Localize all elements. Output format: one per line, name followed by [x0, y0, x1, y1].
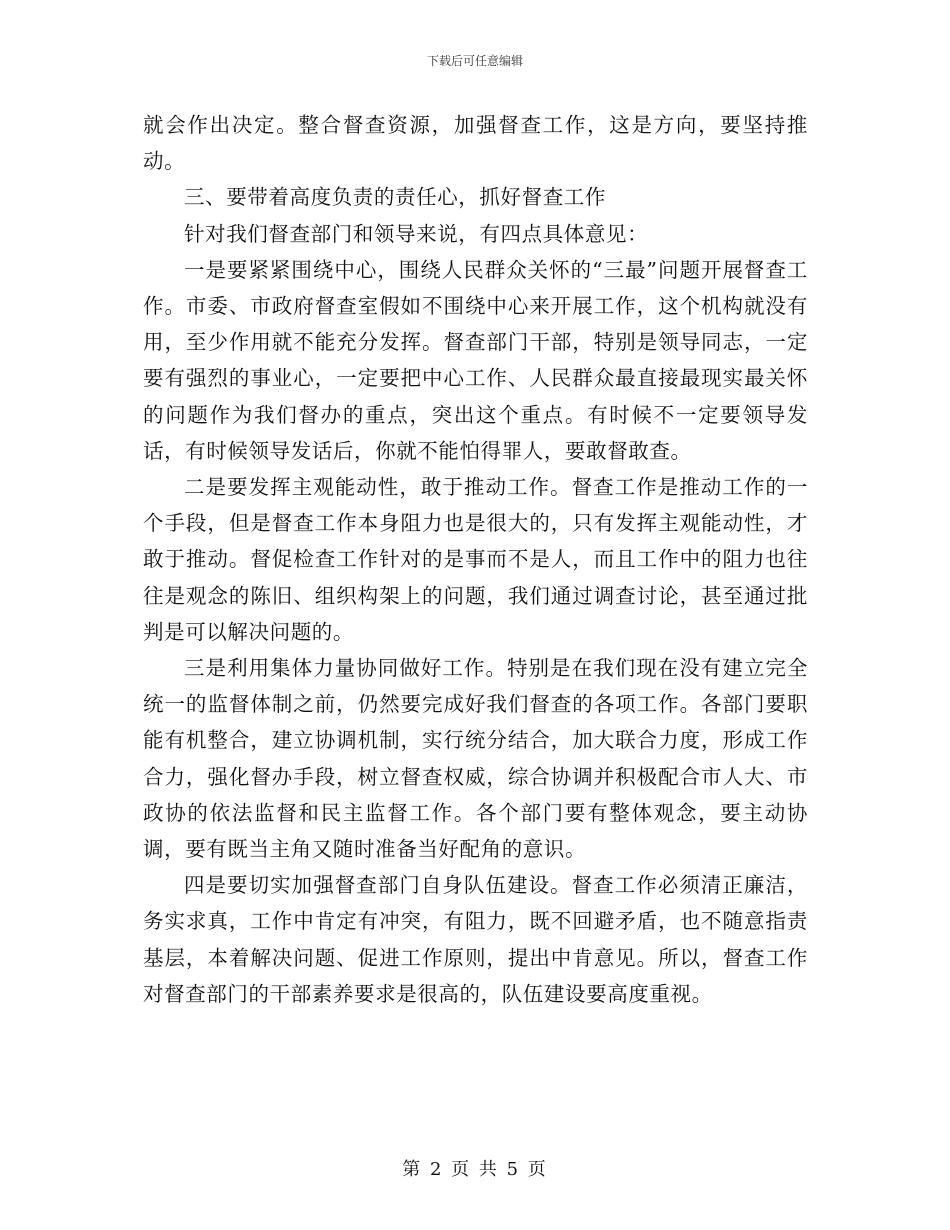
- paragraph-point-one: 一是要紧紧围绕中心，围绕人民群众关怀的“三最”问题开展督查工作。市委、市政府督查室假如不围绕中心来开展工作，这个机构就没有用，至少作用就不能充分发挥。督查部门干部，特别是领导同志，一定要有强烈的事业心，一定要把中心工作、人民群众最直接最现实最关怀的问题作为我们督办的重点，突出这个重点。有时候不一定要领导发话，有时候领导发话后，你就不能怕得罪人，要敢督敢查。: [143, 257, 808, 463]
- paragraph-point-three: 三是利用集体力量协同做好工作。特别是在我们现在没有建立完全统一的监督体制之前，仍然要完成好我们督查的各项工作。各部门要职能有机整合，建立协调机制，实行统分结合，加大联合力度，形成工作合力，强化督办手段，树立督查权威，综合协调并积极配合市人大、市政协的依法监督和民主监督工作。各个部门要有整体观念，要主动协调，要有既当主角又随时准备当好配角的意识。: [143, 656, 808, 862]
- paragraph-point-two: 二是要发挥主观能动性，敢于推动工作。督查工作是推动工作的一个手段，但是督查工作本身阻力也是很大的，只有发挥主观能动性，才敢于推动。督促检查工作针对的是事而不是人，而且工作中的阻力也往往是观念的陈旧、组织构架上的问题，我们通过调查讨论，甚至通过批判是可以解决问题的。: [143, 475, 808, 644]
- paragraph-continuation: 就会作出决定。整合督查资源，加强督查工作，这是方向，要坚持推动。: [143, 113, 808, 174]
- page-number: 第 2 页 共 5 页: [402, 1159, 548, 1180]
- document-body: [143, 107, 808, 1012]
- paragraph-intro: 针对我们督查部门和领导来说，有四点具体意见：: [184, 221, 649, 246]
- header-note: 下载后可任意编辑: [426, 54, 523, 68]
- section-heading: 三、要带着高度负责的责任心，抓好督查工作: [184, 185, 606, 210]
- paragraph-point-four: 四是要切实加强督查部门自身队伍建设。督查工作必须清正廉洁，务实求真，工作中肯定有冲突，有阻力，既不回避矛盾，也不随意指责基层，本着解决问题、促进工作原则，提出中肯意见。所以，督查工作对督查部门的干部素养要求是很高的，队伍建设要高度重视。: [143, 873, 808, 1006]
